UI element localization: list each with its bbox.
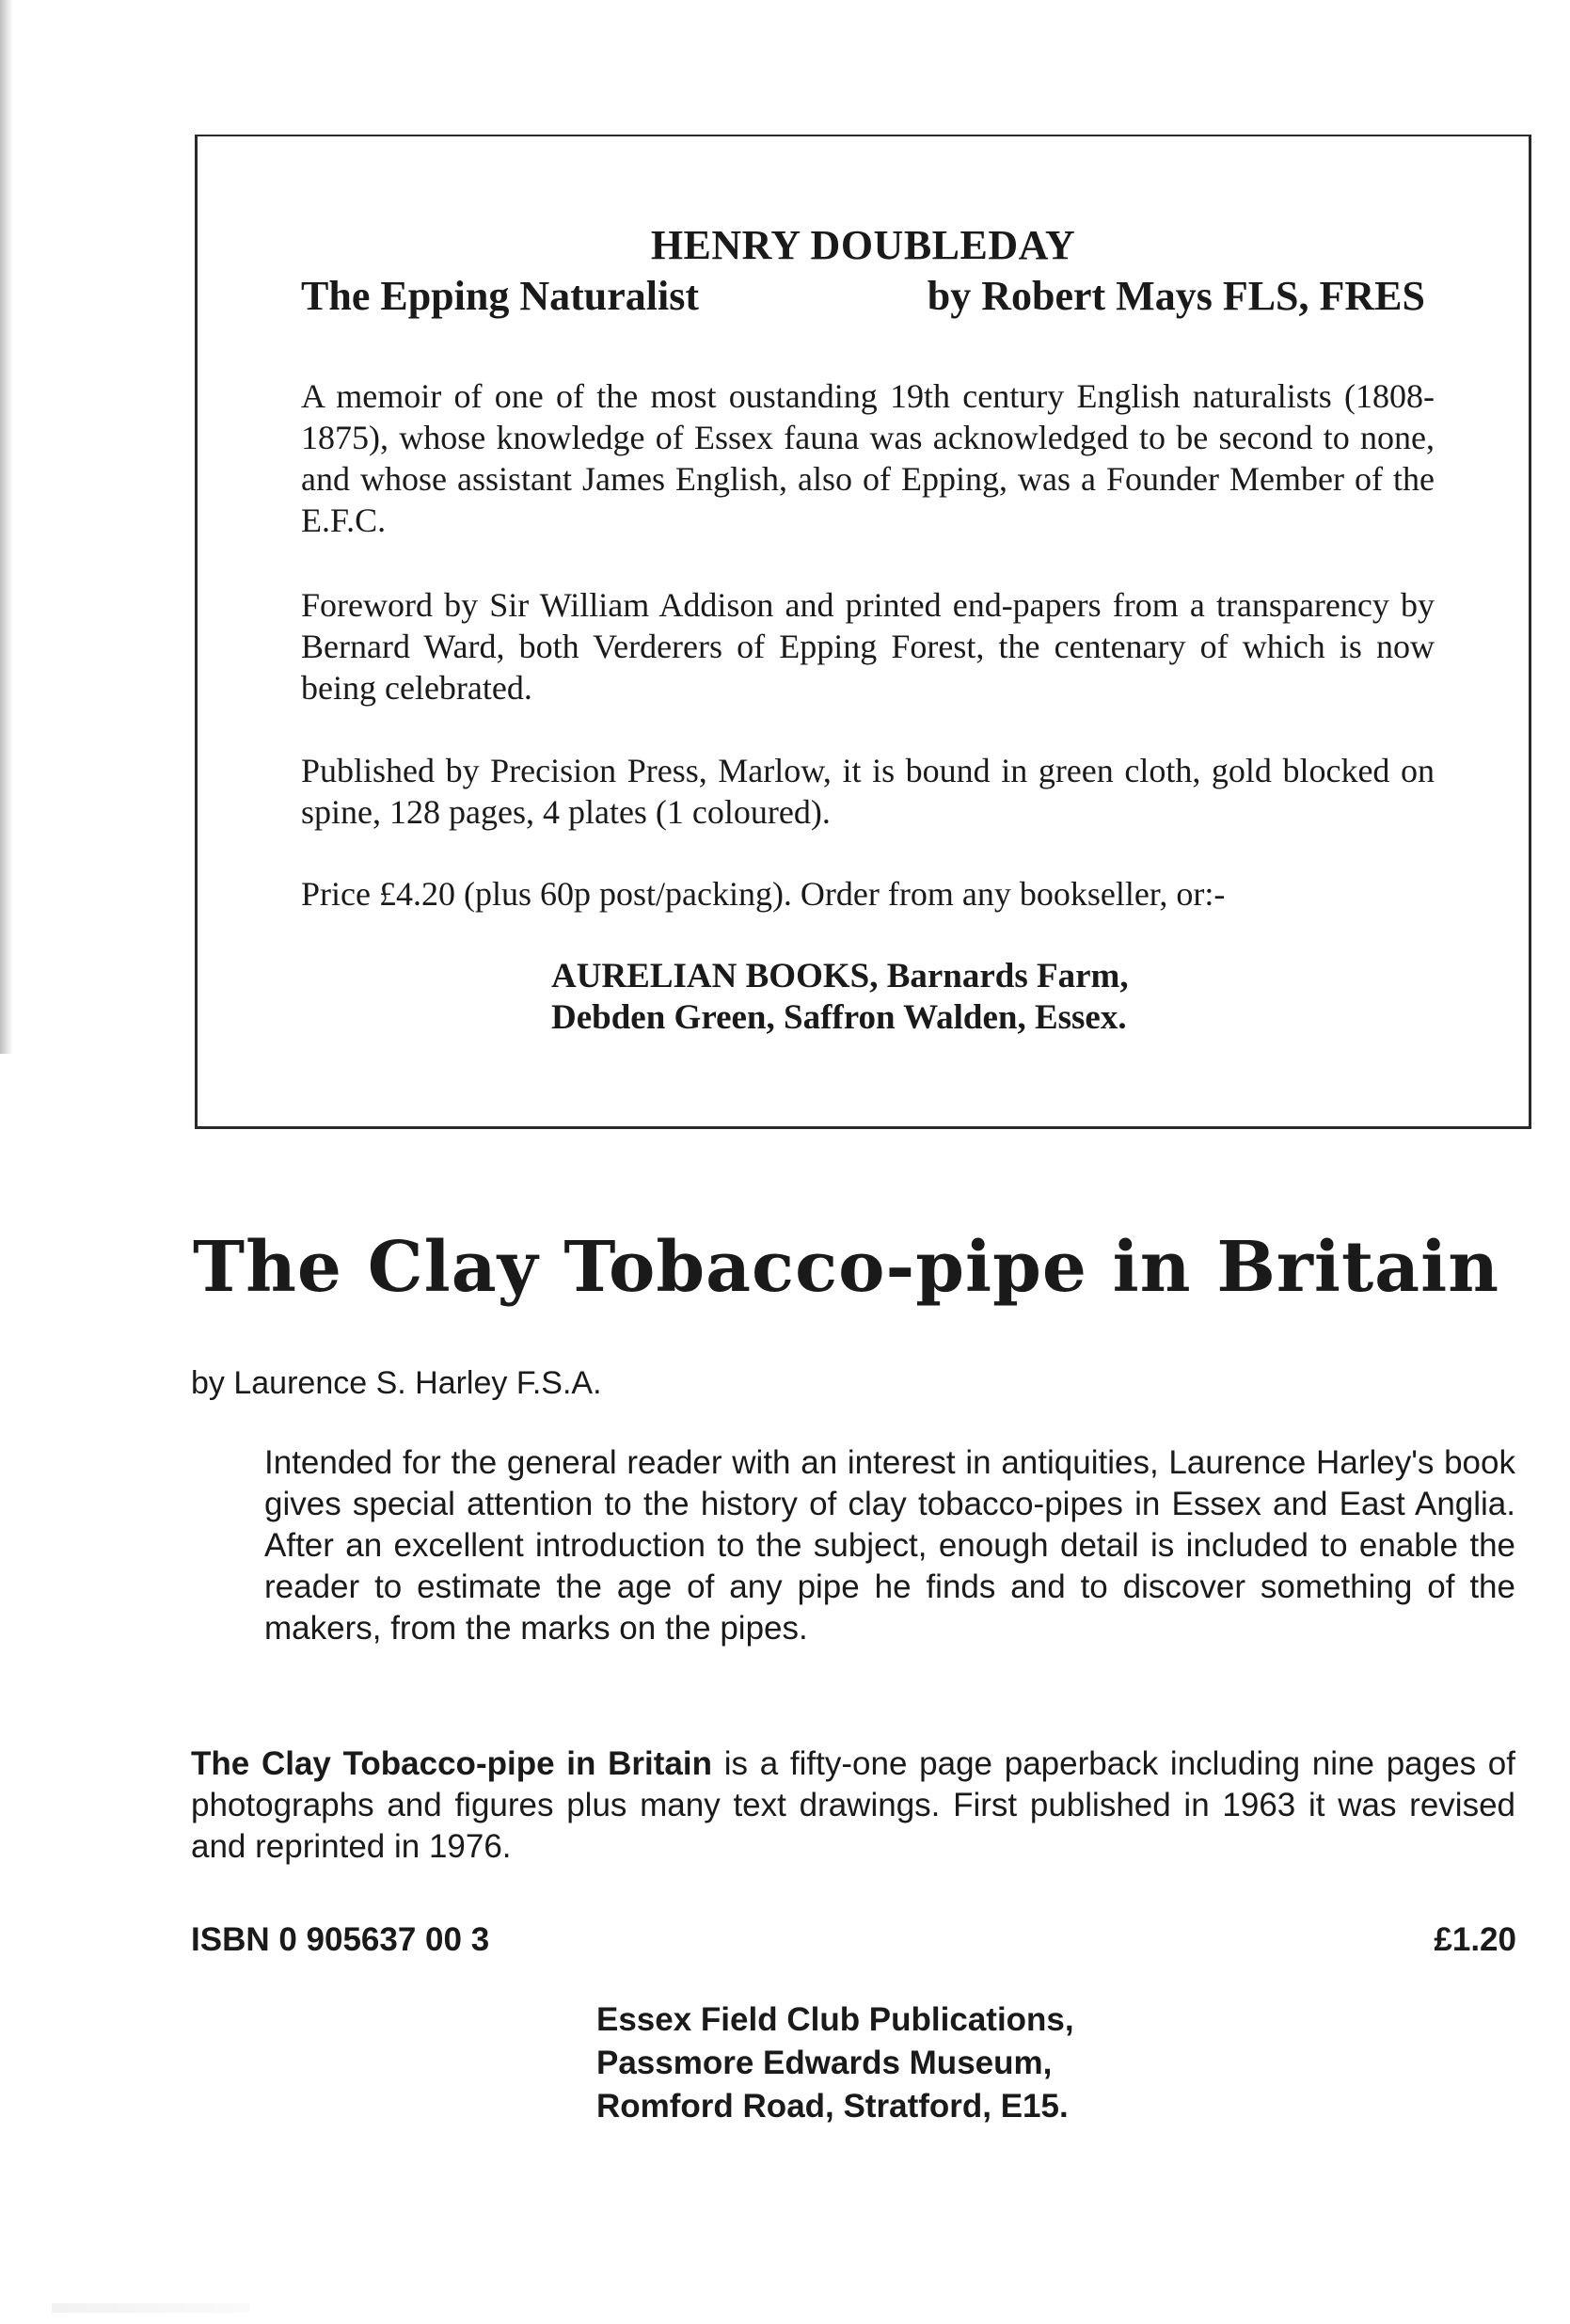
advert-address-line: Debden Green, Saffron Walden, Essex.	[551, 998, 1127, 1037]
book-isbn: ISBN 0 905637 00 3	[191, 1921, 490, 1958]
publisher-address	[596, 1998, 1074, 2128]
advert-address-line: AURELIAN BOOKS, Barnards Farm,	[551, 957, 1129, 995]
advert-address	[551, 956, 1129, 1039]
book-byline: by Laurence S. Harley F.S.A.	[191, 1365, 602, 1401]
advert-paragraph-publishing: Published by Precision Press, Marlow, it is bound in green cloth, gold blocked on spine, 128 pages, 4 plates (1 coloured).	[301, 752, 1435, 831]
advert-price-text: Price £4.20 (plus 60p post/packing). Order from any bookseller, or:-	[301, 875, 1226, 913]
book-details-text: is a fifty-one page paperback including nine pages of photographs and figures plus many text drawings. First published in 1963 it was revised and reprinted in 1976.	[191, 1745, 1515, 1865]
book-details-title: The Clay Tobacco-pipe in Britain	[191, 1745, 712, 1782]
advert-title: HENRY DOUBLEDAY	[650, 222, 1076, 268]
book-details	[191, 1743, 1515, 1868]
advert-subtitle: The Epping Naturalist	[301, 273, 699, 319]
book-price: £1.20	[1434, 1921, 1516, 1958]
book-title: The Clay Tobacco-pipe in Britain	[193, 1227, 1500, 1308]
scan-shadow-edge	[0, 0, 13, 1054]
scan-smudge	[52, 2303, 249, 2313]
advert-paragraph-foreword: Foreword by Sir William Addison and printed end-papers from a transparency by Bernard Ward, both Verderers of Epping Forest, the centenary of which is now being celebrated.	[301, 586, 1435, 707]
publisher-address-line: Romford Road, Stratford, E15.	[596, 2088, 1069, 2125]
advert-box	[195, 135, 1531, 1129]
advert-paragraph-memoir: A memoir of one of the most oustanding 19th century English naturalists (1808-1875), whose knowledge of Essex fauna was acknowledged to be second to none, and whose assistant James English, also of Epping, was a Founder Member of the E.F.C.	[301, 377, 1435, 539]
advert-author: by Robert Mays FLS, FRES	[927, 273, 1425, 319]
publisher-address-line: Essex Field Club Publications,	[596, 2001, 1074, 2038]
book-description: Intended for the general reader with an interest in antiquities, Laurence Harley's book gives special attention to the history of clay tobacco-pipes in Essex and East Anglia. After an excellent introduction to the subject, enough detail is included to enable the reader to estimate the age of any pipe he finds and to discover something of the makers, from the marks on the pipes.	[264, 1444, 1515, 1647]
publisher-address-line: Passmore Edwards Museum,	[596, 2045, 1053, 2081]
